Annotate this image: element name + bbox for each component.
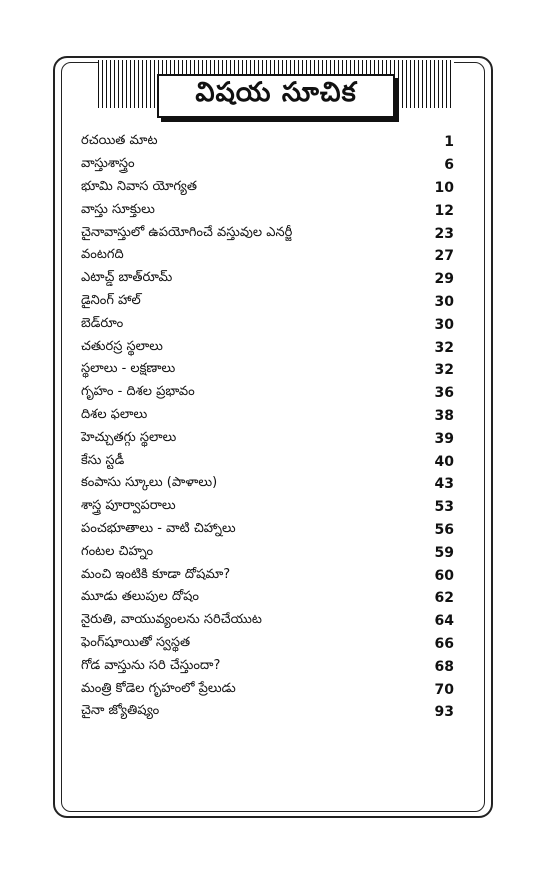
toc-entry-page-number: 36 <box>434 385 454 402</box>
toc-entry-page-number: 23 <box>434 225 454 242</box>
toc-entry-page-number: 39 <box>434 430 454 447</box>
toc-entry <box>81 268 454 291</box>
toc-entry-page-number: 29 <box>434 271 454 288</box>
toc-entry <box>81 131 454 154</box>
toc-entry <box>81 359 454 382</box>
toc-entry-page-number: 10 <box>434 179 454 196</box>
toc-entry-page-number: 68 <box>434 658 454 675</box>
toc-entry <box>81 541 454 564</box>
title-box <box>157 74 395 118</box>
toc-entry-title: గృహం - దిశల ప్రభావం <box>81 384 195 400</box>
toc-entry-title: చైనావాస్తులో ఉపయోగించే వస్తువుల ఎనర్జీ <box>81 224 293 240</box>
toc-entry-title: గోడ వాస్తును సరి చేస్తుందా? <box>81 657 221 673</box>
toc-entry-page-number: 6 <box>444 157 454 174</box>
toc-entry <box>81 177 454 200</box>
toc-entry-title: కేసు స్టడీ <box>81 452 125 468</box>
toc-entry-title: చైనా జ్యోతిష్యం <box>81 703 160 719</box>
toc-entry-title: బెడ్‌రూం <box>81 315 124 331</box>
toc-entry-title: వాస్తు సూక్తులు <box>81 201 155 217</box>
toc-entry-title: డైనింగ్ హాల్ <box>81 292 141 308</box>
toc-entry-title: నైరుతి, వాయువ్యంలను సరిచేయుట <box>81 612 262 628</box>
toc-entry-page-number: 27 <box>434 248 454 265</box>
toc-entry-title: హెచ్చుతగ్గు స్థలాలు <box>81 429 177 445</box>
toc-entry-title: రచయిత మాట <box>81 133 158 149</box>
toc-entry <box>81 587 454 610</box>
toc-entry <box>81 336 454 359</box>
toc-entry-page-number: 30 <box>434 316 454 333</box>
toc-entry-title: కంపాసు స్కూలు (పాళాలు) <box>81 475 218 491</box>
toc-entry-page-number: 93 <box>434 704 454 721</box>
toc-entry-page-number: 43 <box>434 476 454 493</box>
table-of-contents <box>81 131 454 724</box>
toc-entry <box>81 678 454 701</box>
toc-entry <box>81 633 454 656</box>
toc-entry-title: చతురస్ర స్థలాలు <box>81 338 163 354</box>
toc-entry-page-number: 53 <box>434 499 454 516</box>
toc-entry-page-number: 40 <box>434 453 454 470</box>
toc-entry <box>81 222 454 245</box>
toc-entry-title: స్థలాలు - లక్షణాలు <box>81 361 176 377</box>
toc-entry-title: ఫెంగ్‌షూయితో స్వస్థత <box>81 634 191 650</box>
toc-entry-title: మంచి ఇంటికి కూడా దోషమా? <box>81 566 231 582</box>
toc-entry <box>81 154 454 177</box>
toc-entry-title: శాస్త్ర పూర్వాపరాలు <box>81 498 176 514</box>
toc-entry-page-number: 32 <box>434 362 454 379</box>
toc-entry <box>81 427 454 450</box>
toc-entry <box>81 655 454 678</box>
toc-entry-page-number: 59 <box>434 544 454 561</box>
toc-entry <box>81 245 454 268</box>
toc-entry <box>81 382 454 405</box>
toc-entry-page-number: 38 <box>434 407 454 424</box>
toc-entry-title: మూడు తలుపుల దోషం <box>81 589 200 605</box>
toc-entry-page-number: 66 <box>434 635 454 652</box>
toc-entry-title: భూమి నివాస యోగ్యత <box>81 178 197 194</box>
page-title: విషయ సూచిక <box>195 77 357 108</box>
toc-entry-page-number: 62 <box>434 590 454 607</box>
toc-entry-page-number: 32 <box>434 339 454 356</box>
toc-entry <box>81 519 454 542</box>
toc-entry <box>81 496 454 519</box>
toc-entry-page-number: 12 <box>434 202 454 219</box>
toc-entry-title: వాస్తుశాస్త్రం <box>81 156 135 172</box>
toc-entry-page-number: 56 <box>434 521 454 538</box>
toc-entry-title: మంత్రి కోడెల గృహంలో ప్రేలుడు <box>81 680 236 696</box>
toc-entry-title: వంటగది <box>81 247 124 263</box>
toc-entry-title: పంచభూతాలు - వాటి చిహ్నాలు <box>81 520 236 536</box>
toc-entry <box>81 473 454 496</box>
toc-entry <box>81 313 454 336</box>
toc-entry-page-number: 60 <box>434 567 454 584</box>
toc-entry-page-number: 30 <box>434 293 454 310</box>
toc-entry-title: దిశల ఫలాలు <box>81 406 148 422</box>
toc-entry-page-number: 1 <box>444 134 454 151</box>
toc-entry <box>81 450 454 473</box>
toc-entry <box>81 405 454 428</box>
toc-entry <box>81 701 454 724</box>
toc-entry <box>81 610 454 633</box>
toc-entry-page-number: 70 <box>434 681 454 698</box>
toc-entry-page-number: 64 <box>434 613 454 630</box>
toc-entry-title: ఎటాచ్డ్ బాత్‌రూమ్ <box>81 270 173 286</box>
toc-entry <box>81 291 454 314</box>
toc-entry <box>81 564 454 587</box>
toc-entry <box>81 199 454 222</box>
toc-entry-title: గంటల చిహ్నం <box>81 543 154 559</box>
